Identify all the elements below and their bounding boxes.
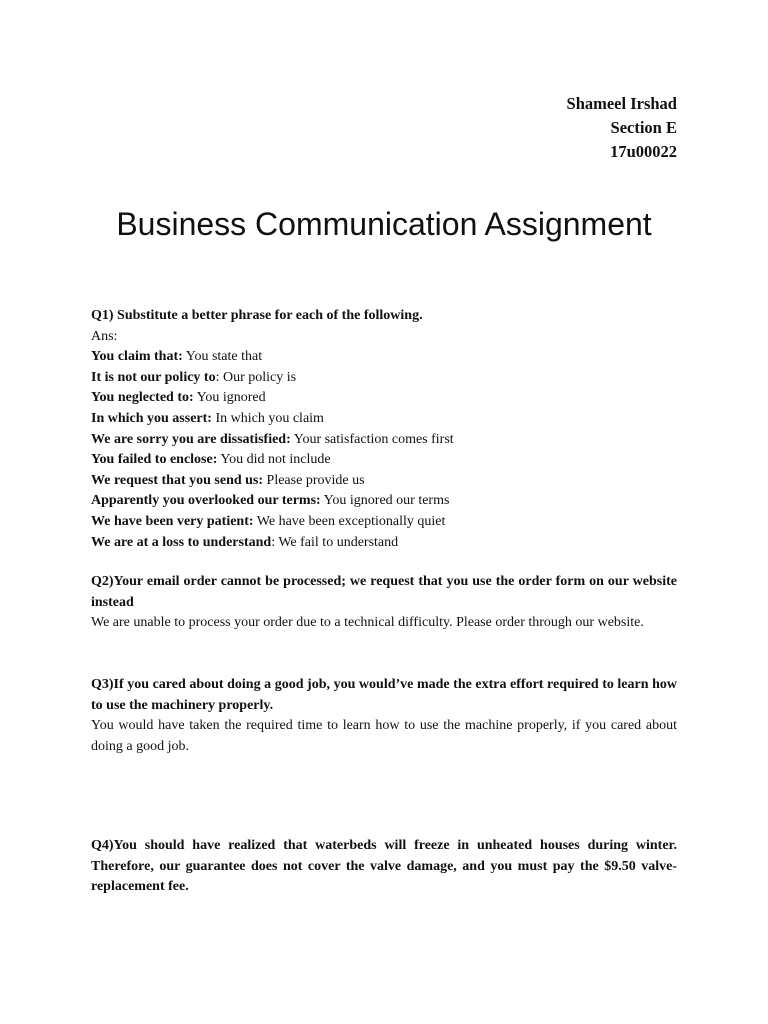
original-phrase: We are at a loss to understand (91, 534, 272, 550)
original-phrase: You neglected to: (91, 390, 194, 406)
original-phrase: You failed to enclose: (91, 452, 218, 468)
replacement-phrase: We have been exceptionally quiet (253, 513, 446, 529)
question-3-answer: You would have taken the required time to learn how to use the machine properly, if you cared about doing a good job. (91, 718, 677, 754)
original-phrase: We request that you send us: (91, 472, 264, 488)
author-name: Shameel Irshad (566, 94, 677, 113)
phrase-pair (91, 388, 677, 409)
phrase-pair (91, 347, 677, 368)
original-phrase: We have been very patient: (91, 513, 254, 529)
author-block (567, 92, 677, 164)
replacement-phrase: You ignored our terms (320, 493, 450, 509)
question-1-heading: Q1) Substitute a better phrase for each of the following. (91, 308, 423, 323)
question-3-heading: Q3)If you cared about doing a good job, you would’ve made the extra effort required to learn how to use the machinery properly. (91, 677, 677, 713)
original-phrase: You claim that: (91, 349, 183, 365)
phrase-pair (91, 368, 677, 389)
answer-label: Ans: (91, 328, 118, 344)
document-title: Business Communication Assignment (116, 206, 652, 242)
phrase-pair (91, 512, 677, 533)
question-2 (91, 572, 677, 634)
original-phrase: We are sorry you are dissatisfied: (91, 431, 291, 447)
phrase-pair (91, 533, 677, 554)
original-phrase: It is not our policy to (91, 369, 216, 385)
question-2-heading: Q2)Your email order cannot be processed; we request that you use the order form on our website instead (91, 574, 677, 610)
author-section: Section E (610, 118, 677, 137)
replacement-phrase: You state that (182, 349, 263, 365)
replacement-phrase: You ignored (193, 390, 266, 406)
original-phrase: In which you assert: (91, 410, 212, 426)
replacement-phrase: Please provide us (263, 472, 365, 488)
question-2-answer: We are unable to process your order due to a technical difficulty. Please order through our website. (91, 615, 644, 631)
question-3 (91, 675, 677, 757)
phrase-pair (91, 409, 677, 430)
phrase-pair (91, 471, 677, 492)
phrase-pair (91, 450, 677, 471)
replacement-phrase: Your satisfaction comes first (290, 431, 454, 447)
replacement-phrase: In which you claim (211, 410, 324, 426)
question-4-heading: Q4)You should have realized that waterbeds will freeze in unheated houses during winter. Therefore, our guarantee does not cover the valve damage, and you must pay the $9.50 valve-replacement fee. (91, 838, 677, 895)
phrase-pair (91, 430, 677, 451)
phrase-pair (91, 491, 677, 512)
replacement-phrase: : Our policy is (215, 369, 297, 385)
replacement-phrase: You did not include (217, 452, 331, 468)
original-phrase: Apparently you overlooked our terms: (91, 493, 321, 509)
author-id: 17u00022 (610, 142, 677, 161)
question-1 (91, 306, 677, 553)
replacement-phrase: : We fail to understand (271, 534, 399, 550)
question-4 (91, 836, 677, 898)
